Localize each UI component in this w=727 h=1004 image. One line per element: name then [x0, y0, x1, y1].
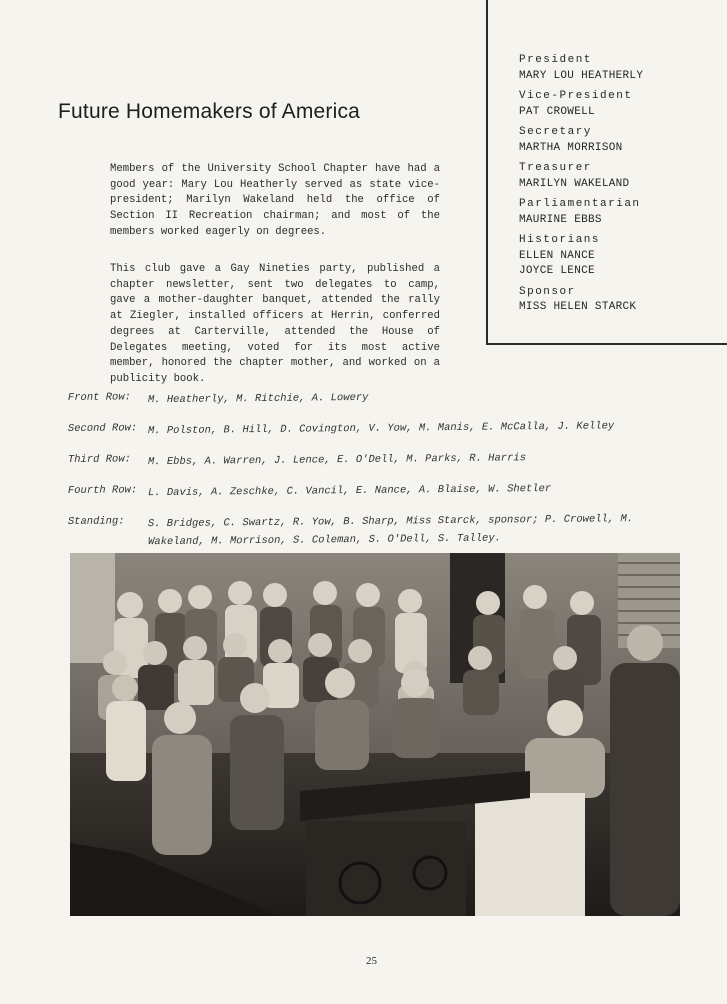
group-photo-illustration [70, 553, 680, 916]
caption-row-names: L. Davis, A. Zeschke, C. Vancil, E. Nance, A. Blaise, W. Shetler [147, 482, 552, 500]
officer-role: Sponsor [519, 285, 576, 298]
officer-treasurer [519, 161, 643, 192]
officer-parliamentarian [519, 197, 643, 228]
caption-row-label: Second Row: [67, 422, 138, 436]
officer-name: MARILYN WAKELAND [519, 177, 630, 190]
officer-name: PAT CROWELL [519, 105, 595, 118]
caption-row-label: Third Row: [67, 453, 131, 467]
officer-name: JOYCE LENCE [519, 265, 595, 277]
officer-secretary [519, 125, 643, 156]
caption-row-label: Fourth Row: [67, 484, 138, 498]
photo-caption [68, 392, 668, 556]
officer-sponsor [519, 285, 643, 316]
officer-role: President [519, 54, 592, 66]
caption-row-standing [68, 510, 668, 556]
group-photo [70, 553, 680, 916]
officer-president [519, 53, 643, 84]
caption-row-label: Standing: [67, 515, 125, 529]
officer-historians [519, 233, 643, 280]
caption-row-label: Front Row: [67, 391, 131, 405]
officer-name: ELLEN NANCE [519, 249, 595, 262]
page-number: 25 [366, 955, 377, 967]
officer-name: MAURINE EBBS [519, 213, 602, 226]
officer-name: MARTHA MORRISON [519, 141, 623, 154]
window-left [70, 553, 115, 663]
body-paragraph-1: Members of the University School Chapter have had a good year: Mary Lou Heatherly served as state vice-president; Marilyn Wakeland held the office of Section II Recreation chairman; and most of the members worked eagerly on degrees. [110, 163, 440, 238]
officer-role: Secretary [519, 126, 592, 138]
caption-row-names: M. Heatherly, M. Ritchie, A. Lowery [147, 391, 369, 407]
officer-role: Vice-President [519, 90, 633, 102]
caption-row-names: S. Bridges, C. Swartz, R. Yow, B. Sharp, Miss Starck, sponsor; P. Crowell, M. Wakeland, M. Morrison, S. Coleman, S. O'Dell, S. Talley. [147, 513, 634, 549]
officer-role: Historians [519, 234, 601, 246]
officer-role: Treasurer [519, 162, 592, 174]
officer-vice-president [519, 89, 643, 120]
officer-name: MISS HELEN STARCK [519, 301, 637, 313]
officer-name: MARY LOU HEATHERLY [519, 69, 644, 82]
body-paragraph-2: This club gave a Gay Nineties party, published a chapter newsletter, sent two delegates to camp, gave a mother-daughter banquet, attended the rally at Ziegler, installed officers at Herrin, conferred degrees at Carterville, attended the House of Delegates meeting, voted for its most active member, honored the chapter mother, and worked on a publicity book. [110, 263, 440, 385]
officers-list [519, 53, 643, 321]
page-title: Future Homemakers of America [58, 100, 361, 124]
officer-role: Parliamentarian [519, 198, 641, 210]
caption-row-names: M. Ebbs, A. Warren, J. Lence, E. O'Dell, M. Parks, R. Harris [147, 452, 527, 469]
caption-row-names: M. Polston, B. Hill, D. Covington, V. Yow, M. Manis, E. McCalla, J. Kelley [147, 420, 615, 438]
